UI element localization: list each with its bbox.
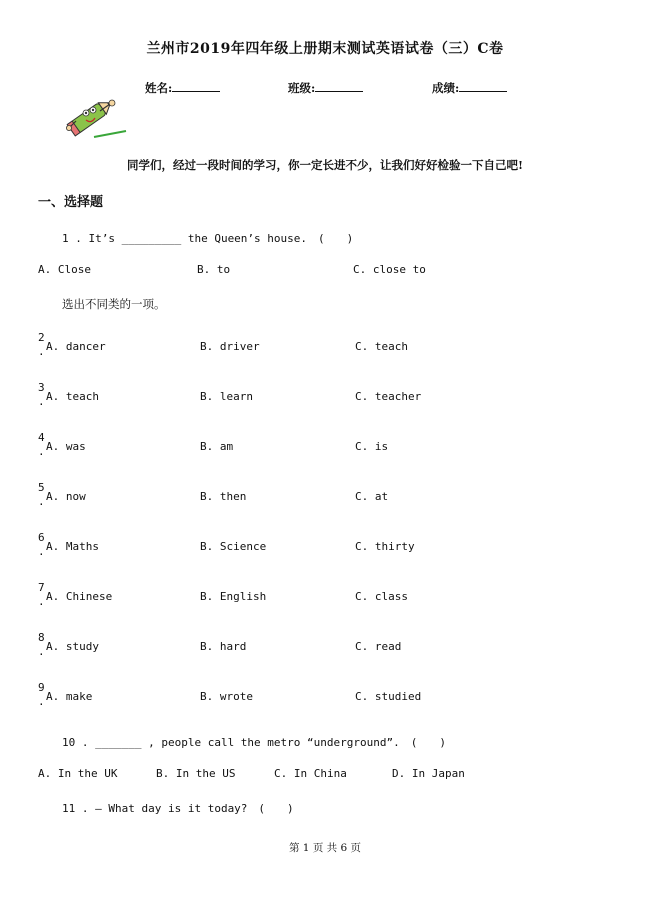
question-1-option-a[interactable]: A. Close xyxy=(38,263,91,276)
option-b[interactable]: B. Science xyxy=(200,540,267,553)
question-11-stem: 11 . — What day is it today? ( ) xyxy=(62,802,294,815)
question-10-option-d[interactable]: D. In Japan xyxy=(392,767,465,780)
question-1-option-c[interactable]: C. close to xyxy=(353,263,426,276)
question-number: 2 xyxy=(38,331,45,344)
question-1-stem: 1 . It’s _________ the Queen’s house. ( ) xyxy=(62,232,354,245)
option-c[interactable]: C. studied xyxy=(355,690,422,703)
question-number-dot: . xyxy=(38,345,45,358)
option-a[interactable]: A. now xyxy=(46,490,86,503)
question-number: 8 xyxy=(38,631,45,644)
option-b[interactable]: B. hard xyxy=(200,640,247,653)
question-number: 9 xyxy=(38,681,45,694)
score-field xyxy=(432,80,507,96)
question-number: 3 xyxy=(38,381,45,394)
option-c[interactable]: C. thirty xyxy=(355,540,415,553)
question-number-dot: . xyxy=(38,545,45,558)
option-b[interactable]: B. wrote xyxy=(200,690,253,703)
option-b[interactable]: B. am xyxy=(200,440,234,453)
option-c[interactable]: C. read xyxy=(355,640,402,653)
question-10-option-c[interactable]: C. In China xyxy=(274,767,347,780)
question-number: 7 xyxy=(38,581,45,594)
name-blank xyxy=(172,81,220,92)
option-b[interactable]: B. learn xyxy=(200,390,253,403)
score-blank xyxy=(459,81,507,92)
option-a[interactable]: A. study xyxy=(46,640,99,653)
option-c[interactable]: C. class xyxy=(355,590,408,603)
greeting-text: 同学们，经过一段时间的学习，你一定长进不少，让我们好好检验一下自己吧! xyxy=(126,158,524,172)
class-label: 班级: xyxy=(288,81,316,95)
option-c[interactable]: C. at xyxy=(355,490,389,503)
question-number-dot: . xyxy=(38,395,45,408)
question-number-dot: . xyxy=(38,495,45,508)
question-number-dot: . xyxy=(38,645,45,658)
pencil-mascot-icon xyxy=(64,95,134,143)
group-instruction: 选出不同类的一项。 xyxy=(62,297,166,311)
score-label: 成绩: xyxy=(432,81,460,95)
question-10-option-b[interactable]: B. In the US xyxy=(156,767,236,780)
question-number: 5 xyxy=(38,481,45,494)
question-number: 4 xyxy=(38,431,45,444)
page-footer: 第 1 页 共 6 页 xyxy=(288,842,362,854)
option-c[interactable]: C. teacher xyxy=(355,390,422,403)
option-a[interactable]: A. make xyxy=(46,690,93,703)
question-number: 6 xyxy=(38,531,45,544)
page-title: 兰州市2019年四年级上册期末测试英语试卷（三）C卷 xyxy=(146,41,504,57)
question-10-option-a[interactable]: A. In the UK xyxy=(38,767,118,780)
option-b[interactable]: B. driver xyxy=(200,340,260,353)
question-10-stem: 10 . _______ , people call the metro “underground”. ( ) xyxy=(62,736,446,749)
section-heading: 一、选择题 xyxy=(38,195,104,210)
question-number-dot: . xyxy=(38,695,45,708)
option-a[interactable]: A. Chinese xyxy=(46,590,113,603)
question-1-option-b[interactable]: B. to xyxy=(197,263,231,276)
name-label: 姓名: xyxy=(145,81,173,95)
class-field xyxy=(288,80,363,96)
name-field xyxy=(145,80,220,96)
question-number-dot: . xyxy=(38,595,45,608)
option-c[interactable]: C. is xyxy=(355,440,389,453)
option-a[interactable]: A. Maths xyxy=(46,540,99,553)
option-b[interactable]: B. then xyxy=(200,490,247,503)
class-blank xyxy=(315,81,363,92)
question-number-dot: . xyxy=(38,445,45,458)
option-a[interactable]: A. was xyxy=(46,440,86,453)
option-c[interactable]: C. teach xyxy=(355,340,408,353)
option-a[interactable]: A. dancer xyxy=(46,340,106,353)
option-b[interactable]: B. English xyxy=(200,590,267,603)
option-a[interactable]: A. teach xyxy=(46,390,99,403)
